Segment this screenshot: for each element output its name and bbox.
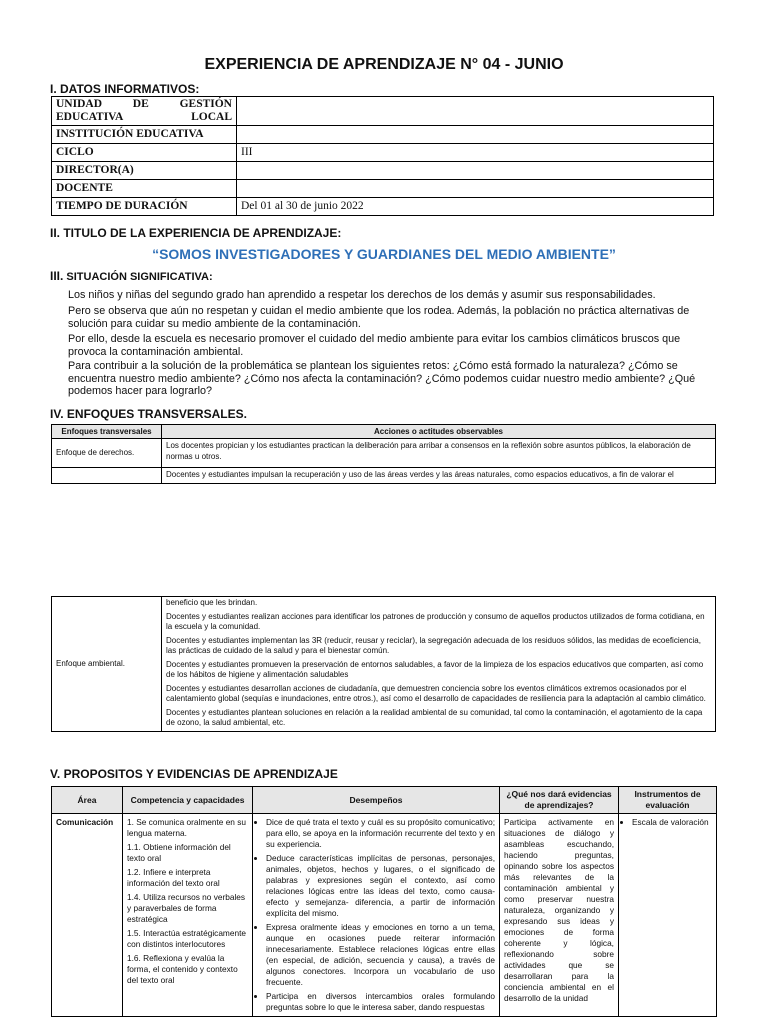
desempenos-cell xyxy=(253,814,500,1017)
enfoque-label: Enfoque de derechos. xyxy=(52,439,162,468)
list-item: beneficio que les brindan. xyxy=(166,598,258,607)
enfoque-actions xyxy=(162,597,716,732)
section-4-heading: IV. ENFOQUES TRANSVERSALES. xyxy=(50,407,247,421)
value-cell xyxy=(237,162,714,180)
col-header: Desempeños xyxy=(253,787,500,814)
section-5-heading: V. PROPOSITOS Y EVIDENCIAS DE APRENDIZAJE xyxy=(50,767,338,781)
table-row xyxy=(52,468,716,484)
enfoque-text: Los docentes propician y los estudiantes practican la deliberación para arribar a consensos en la reflexión sobre asuntos públicos, la elaboración de normas u otros. xyxy=(162,439,716,468)
section-3-heading: III. SITUACIÓN SIGNIFICATIVA: xyxy=(50,269,213,283)
col-header: Acciones o actitudes observables xyxy=(162,425,716,439)
enfoque-label-empty xyxy=(52,468,162,484)
list-item: • Dice de qué trata el texto y cuál es su propósito comunicativo; para ello, se apoya en la información recurrente del texto y en su experiencia. xyxy=(266,817,495,850)
label-cell: INSTITUCIÓN EDUCATIVA xyxy=(52,126,237,144)
label-cell: TIEMPO DE DURACIÓN xyxy=(52,198,237,216)
value-cell: III xyxy=(237,144,714,162)
value-cell: Del 01 al 30 de junio 2022 xyxy=(237,198,714,216)
capacidad: 1.1. Obtiene información del texto oral xyxy=(127,842,231,863)
table-row xyxy=(52,162,714,180)
table-header-row xyxy=(52,787,717,814)
table-row xyxy=(52,814,717,1017)
table-row xyxy=(52,597,716,732)
label-cell: DIRECTOR(A) xyxy=(52,162,237,180)
list-item: • Deduce características implícitas de personas, personajes, animales, objetos, hechos y lugares, o el significado de palabras y expresiones según el contexto, así como relaciones lógicas entre las ideas del texto, como causa-efecto y semejanza- diferencia, a partir de información explícita del mismo. xyxy=(266,853,495,919)
capacidad: 1.2. Infiere e interpreta información del texto oral xyxy=(127,867,220,888)
capacidad: 1.6. Reflexiona y evalúa la forma, el contenido y contexto del texto oral xyxy=(127,953,238,985)
paragraph: Para contribuir a la solución de la problemática se plantean los siguientes retos: ¿Cómo está formado la naturaleza? ¿Cómo se encuentra nuestro medio ambiente? ¿Cómo nos afecta la contaminación? ¿Cómo podemos cuidar nuestro medio ambiente? ¿Qué podemos hacer para lograrlo? xyxy=(68,360,696,397)
area-cell: Comunicación xyxy=(52,814,123,1017)
enfoque-text: Docentes y estudiantes impulsan la recuperación y uso de las áreas verdes y las áreas naturales, como espacios educativos, a fin de valorar el xyxy=(162,468,716,484)
table-row xyxy=(52,144,714,162)
table-row xyxy=(52,180,714,198)
col-header: Enfoques transversales xyxy=(52,425,162,439)
enfoques-table-part1 xyxy=(51,424,716,484)
table-header-row xyxy=(52,425,716,439)
list-item: Docentes y estudiantes realizan acciones para identificar los patrones de producción y consumo de aquellos productos utilizados de forma cotidiana, en la escuela y la comunidad. xyxy=(166,611,705,631)
table-row xyxy=(52,439,716,468)
page-title: EXPERIENCIA DE APRENDIZAJE N° 04 - JUNIO xyxy=(204,56,564,73)
section-2-heading: II. TITULO DE LA EXPERIENCIA DE APRENDIZAJE: xyxy=(50,226,342,240)
col-header: ¿Qué nos dará evidencias de aprendizajes? xyxy=(500,787,619,814)
label-cell: DOCENTE xyxy=(52,180,237,198)
list-item: • Participa en diversos intercambios orales formulando preguntas sobre lo que le interesa saber, dando respuestas xyxy=(266,991,495,1013)
col-header: Instrumentos de evaluación xyxy=(619,787,717,814)
list-item: • Expresa oralmente ideas y emociones en torno a un tema, aunque en ocasiones puede reiterar información innecesariamente. Establece relaciones lógicas entre ellas (en especial, de adición, secuencia y causa), a través de algunos conectores. Incorpora un vocabulario de uso frecuente. xyxy=(266,922,495,988)
competencia: 1. Se comunica oralmente en su lengua materna. xyxy=(127,817,246,838)
table-row xyxy=(52,97,714,126)
list-item: Docentes y estudiantes promueven la preservación de entornos saludables, a favor de la limpieza de los espacios educativos que comparten, así como de los hábitos de higiene y alimentación saludables xyxy=(166,659,704,679)
enfoque-label: Enfoque ambiental. xyxy=(52,597,162,732)
paragraph: Pero se observa que aún no respetan y cuidan el medio ambiente que los rodea. Además, la población no práctica alternativas de solución para cuidar su medio ambiente de la contaminación. xyxy=(68,305,690,330)
label-cell: UNIDAD DE GESTIÓN EDUCATIVA LOCAL xyxy=(52,97,237,126)
competencia-cell xyxy=(123,814,253,1017)
table-row xyxy=(52,198,714,216)
section-1-heading: I. DATOS INFORMATIVOS: xyxy=(50,82,200,96)
label-cell: CICLO xyxy=(52,144,237,162)
paragraph: Los niños y niñas del segundo grado han aprendido a respetar los derechos de los demás y asumir sus responsabilidades. xyxy=(68,289,656,301)
list-item: • Escala de valoración xyxy=(632,817,712,828)
experience-title: “SOMOS INVESTIGADORES Y GUARDIANES DEL MEDIO AMBIENTE” xyxy=(152,246,616,262)
enfoques-table-part2 xyxy=(51,596,716,732)
capacidad: 1.5. Interactúa estratégicamente con distintos interlocutores xyxy=(127,928,246,949)
paragraph: Por ello, desde la escuela es necesario promover el cuidado del medio ambiente para evitar los cambios climáticos bruscos que provoca la contaminación ambiental. xyxy=(68,333,681,358)
value-cell xyxy=(237,126,714,144)
value-cell xyxy=(237,97,714,126)
datos-informativos-table xyxy=(51,96,714,216)
list-item: Docentes y estudiantes desarrollan acciones de ciudadanía, que demuestren conciencia sobre los eventos climáticos extremos ocasionados por el calentamiento global (sequías e inundaciones, entre otros.), así como el desarrollo de capacidades de resiliencia para la adaptación al cambio climático. xyxy=(166,683,706,703)
evidencias-cell: Participa activamente en situaciones de diálogo y asambleas escuchando, haciendo preguntas, opinando sobre los aspectos más relevantes de la contaminación ambiental y como preservar nuestra naturaleza, organizando y expresando sus ideas y emociones de forma coherente y lógica, reflexionando sobre actividades que se desarrollaran para la conciencia ambiental en el desarrollo de la unidad xyxy=(500,814,619,1017)
list-item: Docentes y estudiantes implementan las 3R (reducir, reusar y reciclar), la segregación adecuada de los residuos sólidos, las medidas de ecoeficiencia, las prácticas de cuidado de la salud y para el bienestar común. xyxy=(166,635,701,655)
col-header: Área xyxy=(52,787,123,814)
list-item: Docentes y estudiantes plantean soluciones en relación a la realidad ambiental de su comunidad, tal como la contaminación, el agotamiento de la capa de ozono, la salud ambiental, etc. xyxy=(166,707,703,727)
propositos-table xyxy=(51,786,717,1017)
table-row xyxy=(52,126,714,144)
capacidad: 1.4. Utiliza recursos no verbales y paraverbales de forma estratégica xyxy=(127,892,246,924)
col-header: Competencia y capacidades xyxy=(123,787,253,814)
value-cell xyxy=(237,180,714,198)
instrumento-cell xyxy=(619,814,717,1017)
